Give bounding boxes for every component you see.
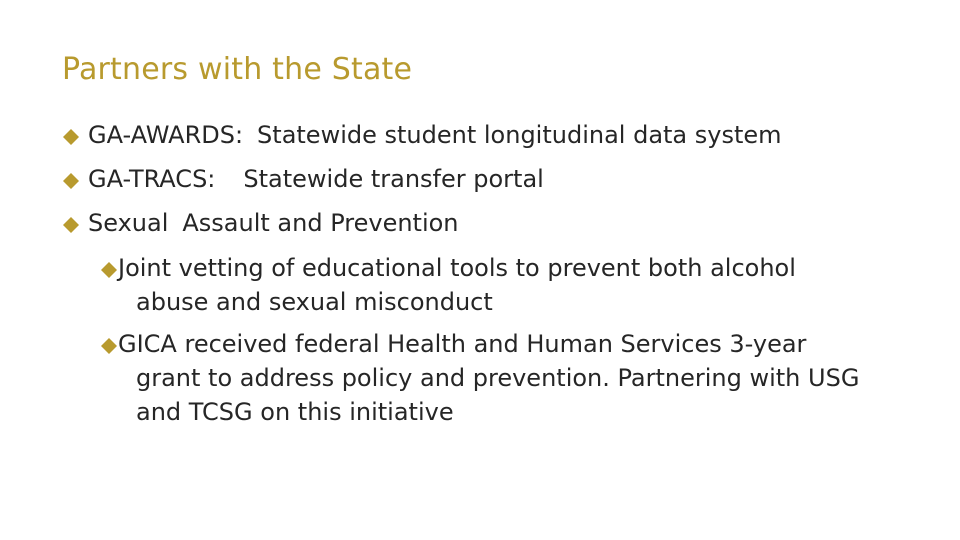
diamond-bullet-icon bbox=[100, 337, 118, 355]
sub-bullet-item bbox=[100, 327, 860, 429]
diamond-bullet-icon bbox=[62, 172, 80, 190]
sub-bullet-text: Joint vetting of educational tools to prevent both alcohol abuse and sexual misconduct bbox=[118, 254, 796, 316]
bullet-label: GA-TRACS: bbox=[88, 165, 216, 193]
bullet-text bbox=[88, 206, 459, 240]
bullet-label: Sexual bbox=[88, 209, 169, 237]
diamond-bullet-icon bbox=[62, 216, 80, 234]
diamond-bullet-icon bbox=[100, 261, 118, 279]
diamond-bullet-icon bbox=[62, 128, 80, 146]
bullet-description: Assault and Prevention bbox=[182, 209, 459, 237]
slide-title: Partners with the State bbox=[62, 52, 413, 87]
sub-bullet-item bbox=[100, 251, 860, 319]
bullet-label: GA-AWARDS: bbox=[88, 121, 244, 149]
bullet-description: Statewide student longitudinal data system bbox=[257, 121, 782, 149]
sub-bullet-text: GICA received federal Health and Human Services 3-year grant to address policy and prevention. Partnering with USG and TCSG on this initiative bbox=[118, 330, 860, 426]
bullet-text bbox=[88, 162, 544, 196]
bullet-description: Statewide transfer portal bbox=[243, 165, 544, 193]
bullet-text bbox=[88, 118, 782, 152]
